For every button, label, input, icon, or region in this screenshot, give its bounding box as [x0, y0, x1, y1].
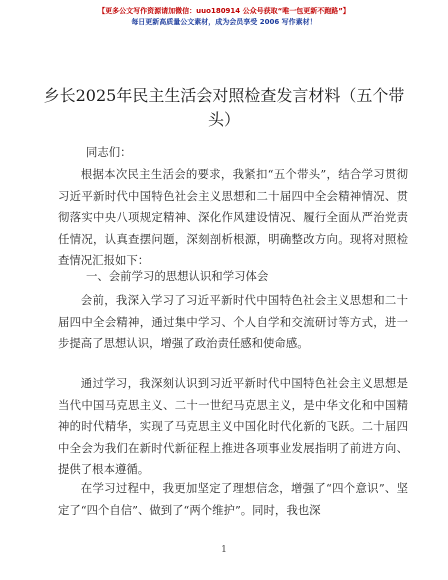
- section-heading-1: 一、会前学习的思想认识和学习体会: [86, 269, 269, 283]
- paragraph-pre-meeting-study: 会前，我深入学习了习近平新时代中国特色社会主义思想和二十届四中全会精神，通过集中学习、个人自学和交流研讨等方式，进一步提高了思想认识，增强了政治责任感和使命感。: [58, 293, 408, 350]
- paragraph-intro: 根据本次民主生活会的要求，我紧扣“五个带头”，结合学习贯彻习近平新时代中国特色社会主义思想和二十届四中全会精神情况、贯彻落实中央八项规定精神、深化作风建设情况、履行全面从严治党责任情况，认真查摆问题，深刻剖析根源，明确整改方向。现将对照检查情况汇报如下：: [58, 167, 408, 267]
- document-title: 乡长2025年民主生活会对照检查发言材料（五个带头）: [43, 86, 405, 129]
- promo-banner-line-2: 每日更新高质量公文素材，成为会员享受 2006 写作素材！: [131, 18, 317, 26]
- greeting: 同志们：: [86, 145, 132, 159]
- paragraph-study-process: 在学习过程中，我更加坚定了理想信念，增强了“四个意识”、坚定了“四个自信”、做到了“两个维护”。同时，我也深: [58, 481, 408, 517]
- promo-banner-line-1: 【更多公文写作资源请加微信：uuo180914 公众号获取“唯一包更新不跑路”】: [98, 7, 350, 15]
- page-number: 1: [221, 545, 227, 555]
- paragraph-study-understanding: 通过学习，我深刻认识到习近平新时代中国特色社会主义思想是当代中国马克思主义、二十一世纪马克思主义，是中华文化和中国精神的时代精华，实现了马克思主义中国化时代化新的飞跃。二十届四中全会为我们在新时代新征程上推进各项事业发展指明了前进方向、提供了根本遵循。: [58, 376, 408, 476]
- promo-banner: [0, 6, 448, 28]
